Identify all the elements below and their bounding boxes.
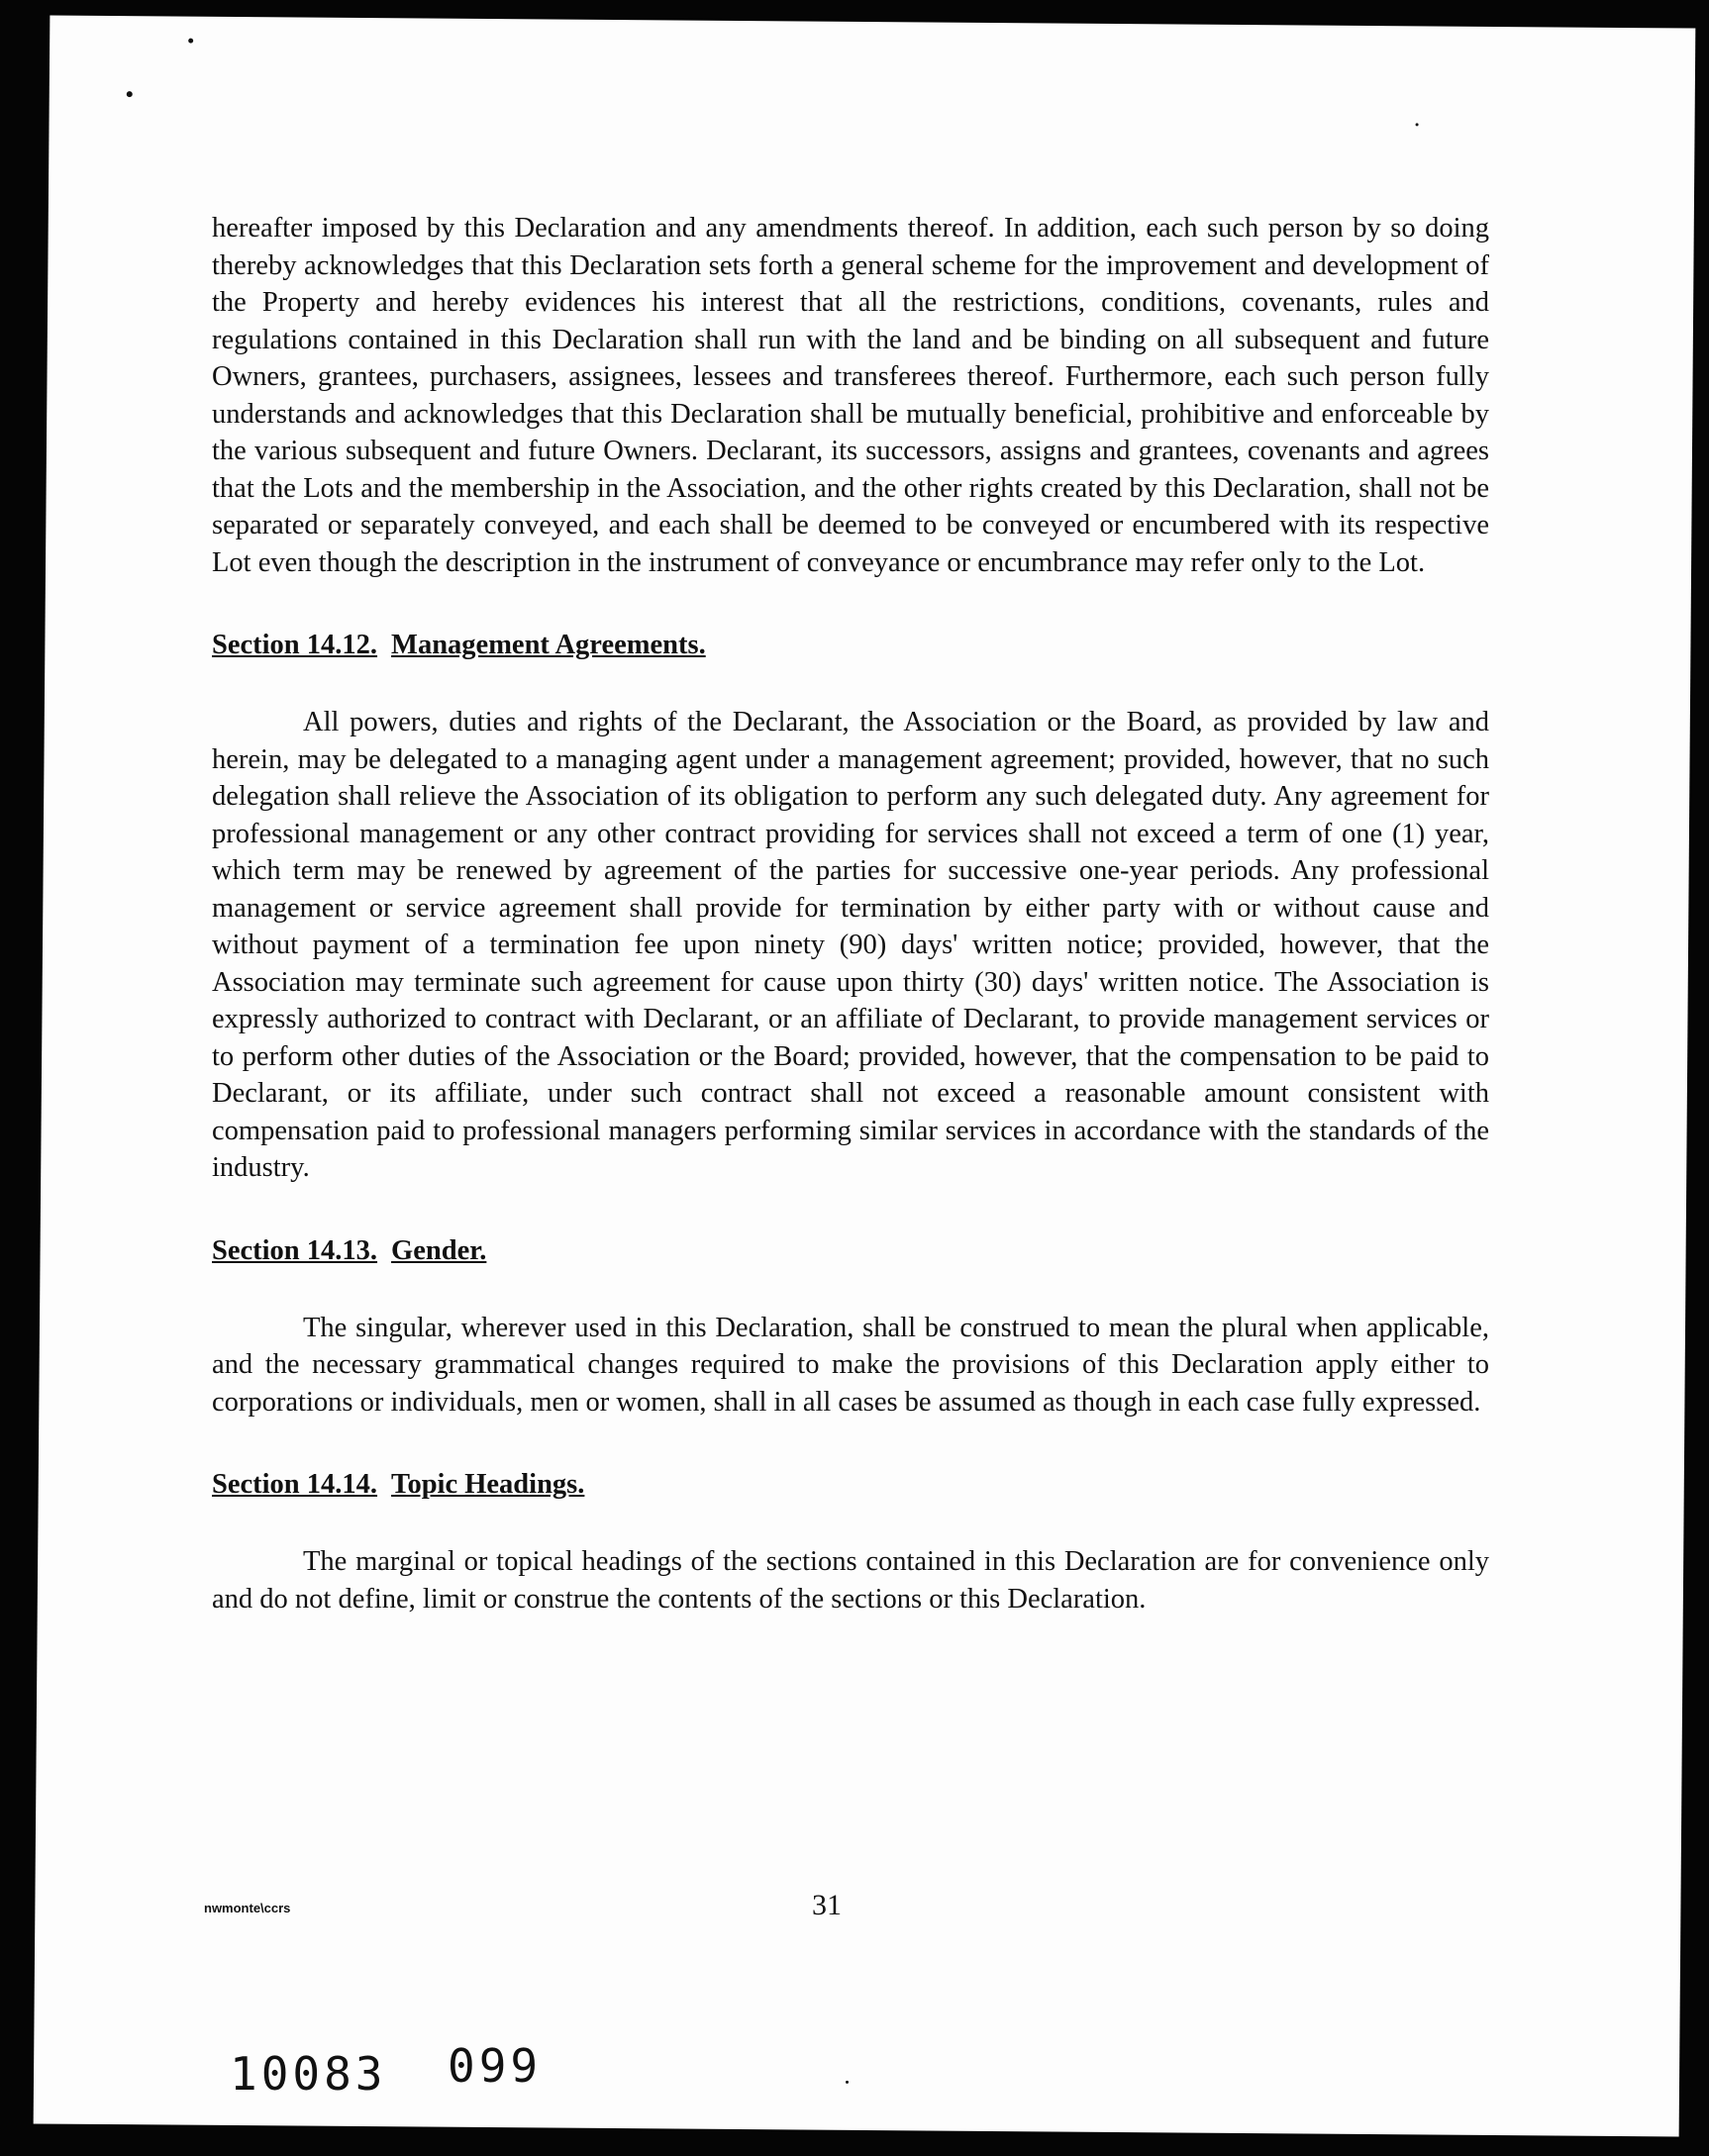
section-heading-14-13	[212, 1232, 1489, 1270]
document-body	[212, 210, 1489, 1617]
footer-file-path: nwmonte\ccrs	[204, 1901, 291, 1915]
opening-paragraph: hereafter imposed by this Declaration and any amendments thereof. In addition, each such person by so doing thereby acknowledges that this Declaration sets forth a general scheme for the improvement and development of the Property and hereby evidences his interest that all the restrictions, conditions, covenants, rules and regulations contained in this Declaration shall run with the land and be binding on all subsequent and future Owners, grantees, purchasers, assignees, lessees and transferees thereof. Furthermore, each such person fully understands and acknowledges that this Declaration shall be mutually beneficial, prohibitive and enforceable by the various subsequent and future Owners. Declarant, its successors, assigns and grantees, covenants and agrees that the Lots and the membership in the Association, and the other rights created by this Declaration, shall not be separated or separately conveyed, and each shall be deemed to be conveyed or encumbered with its respective Lot even though the description in the instrument of conveyance or encumbrance may refer only to the Lot.	[212, 213, 1489, 578]
section-heading-14-12	[212, 627, 1489, 664]
section-number: Section 14.14.	[212, 1469, 378, 1500]
section-body-14-12: All powers, duties and rights of the Declarant, the Association or the Board, as provided by law and herein, may be delegated to a managing agent under a management agreement; provided, however, that no such delegation shall relieve the Association of its obligation to perform any such delegated duty. Any agreement for professional management or any other contract providing for services shall not exceed a term of one (1) year, which term may be renewed by agreement of the parties for successive one-year periods. Any professional management or service agreement shall provide for termination by either party with or without cause and without payment of a termination fee upon ninety (90) days' written notice; provided, however, that the Association may terminate such agreement for cause upon thirty (30) days' written notice. The Association is expressly authorized to contract with Declarant, or an affiliate of Declarant, to provide management services or to perform other duties of the Association or the Board; provided, however, that the compensation to be paid to Declarant, or its affiliate, under such contract shall not exceed a reasonable amount consistent with compensation paid to professional managers performing similar services in accordance with the standards of the industry.	[212, 707, 1489, 1183]
section-body-14-13: The singular, wherever used in this Declaration, shall be construed to mean the plural when applicable, and the necessary grammatical changes required to make the provisions of this Declaration apply either to corporations or individuals, men or women, shall in all cases be assumed as though in each case fully expressed.	[212, 1312, 1489, 1418]
section-number: Section 14.12.	[212, 630, 378, 660]
section-title: Topic Headings.	[391, 1469, 585, 1500]
recording-page-number: 099	[448, 2039, 543, 2093]
recording-book-number: 10083	[230, 2047, 387, 2101]
section-title: Gender.	[391, 1234, 487, 1266]
section-number: Section 14.13.	[212, 1234, 378, 1266]
page-number: 31	[812, 1889, 842, 1921]
scan-speck	[1416, 123, 1419, 126]
section-heading-14-14	[212, 1466, 1489, 1504]
section-title: Management Agreements.	[391, 630, 706, 660]
scan-speck	[188, 39, 193, 44]
section-body-14-14: The marginal or topical headings of the sections contained in this Declaration are for convenience only and do not define, limit or construe the contents of the sections or this Declaration.	[212, 1546, 1489, 1615]
scan-speck	[846, 2081, 849, 2084]
scan-speck	[127, 91, 133, 97]
